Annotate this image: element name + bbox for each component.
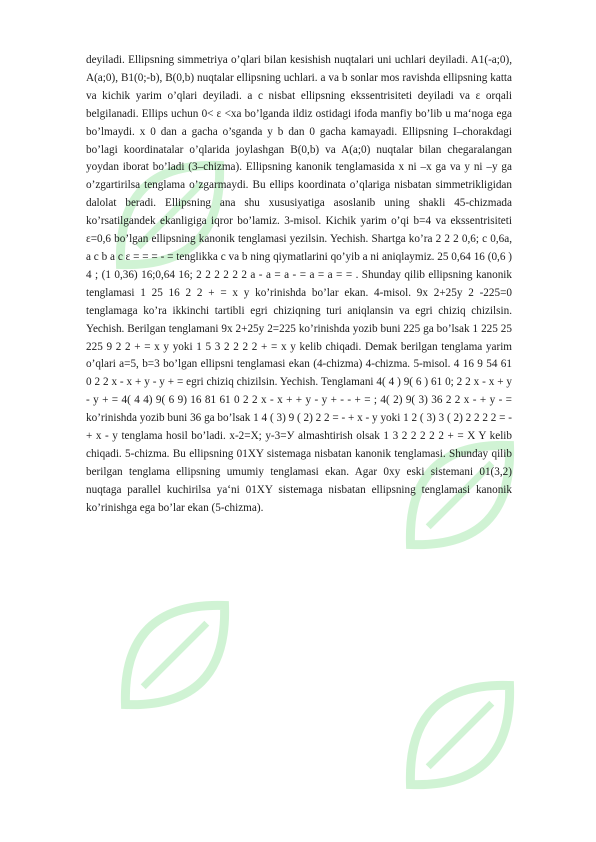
leaf-logo-watermark-icon	[75, 560, 275, 750]
document-body	[86, 52, 512, 518]
leaf-logo-watermark-icon	[360, 640, 560, 830]
body-paragraph: deyiladi. Ellipsning simmetriya o’qlari bilan kesishish nuqtalari uni uchlari deyiladi. A1(-a;0), A(a;0), B1(0;-b), B(0,b) nuqtalar ellipsning uchlari. a va b sonlar mos ravishda ellipsning katta va kichik yarim o’qlari deyiladi. a c nisbat ellipsning ekssentrisiteti deyiladi va ε orqali belgilanadi. Ellips uchun 0< ε <xa bo’lganda ildiz ostidagi ifoda manfiy bo’lib u ma‘noga ega bo’lmaydi. x 0 dan a gacha o’sganda y b dan 0 gacha kamayadi. Ellipsning I–chorakdagi bo’lagi koordinatalar o’qlarida joylashgan B(0,b) va A(a;0) nuqtalar bilan chegaralangan yoydan iborat bo’ladi (3–chizma). Ellipsning kanonik tenglamasida x ni –x ga va y ni –y ga o’zgartirilsa tenglama o’zgarmaydi. Bu ellips koordinata o’qlariga nisbatan simmetrikligidan dalolat beradi. Ellipsning ana shu xususiyatiga asoslanib uning shakli 45-chizmada ko’rsatilgandek ekanligiga iqror bo’lamiz. 3-misol. Kichik yarim o’qi b=4 va ekssentrisiteti ε=0,6 bo’lgan ellipsning kanonik tenglamasi yezilsin. Yechish. Shartga ko’ra 2 2 2 0,6; c 0,6a, a c b a c ε = = = - = tenglikka c va b ning qiymatlarini qo’yib a ni aniqlaymiz. 25 0,64 16 (0,6 ) 4 ; (1 0,36) 16;0,64 16; 2 2 2 2 2 2 a - a = a - = a = a = = . Shunday qilib ellipsning kanonik tenglamasi 1 25 16 2 2 + = x y ko’rinishda bo’lar ekan. 4-misol. 9x 2+25y 2 -225=0 tenglamaga ko’ra ikkinchi tartibli egri chiziqning turi aniqlansin va egri chiziq chizilsin. Yechish. Berilgan tenglamani 9x 2+25y 2=225 ko’rinishda yozib buni 225 ga bo’lsak 1 225 25 225 9 2 2 + = x y yoki 1 5 3 2 2 2 2 + = x y kelib chiqadi. Demak berilgan tenglama yarim o’qlari a=5, b=3 bo’lgan ellipsni tenglamasi ekan (4-chizma) 4-chizma. 5-misol. 4 16 9 54 61 0 2 2 x - x + y - y + = egri chiziq chizilsin. Yechish. Tenglamani 4( 4 ) 9( 6 ) 61 0; 2 2 x - x + y - y + = 4( 4 4) 9( 6 9) 16 81 61 0 2 2 x - x + + y - y + - - + = ; 4( 2) 9( 3) 36 2 2 x - + y - = ko’rinishda yozib buni 36 ga bo’lsak 1 4 ( 3) 9 ( 2) 2 2 = - + x - y yoki 1 2 ( 3) 3 ( 2) 2 2 2 2 = - + x - y tenglama hosil bo’ladi. x-2=X; y-3=У almashtirish olsak 1 3 2 2 2 2 2 + = X Y kelib chiqadi. 5-chizma. Bu ellipsning 01XY sistemaga nisbatan kanonik tenglamasi. Shunday qilib berilgan tenglama ellipsning umumiy tenglamasi ekan. Agar 0xy eski sistemani 01(3,2) nuqtaga parallel kuchirilsa ya‘ni 01XY sistemaga nisbatan ellipsning tenglamasi kanonik ko’rinishga ega bo’lar ekan (5-chizma).	[86, 54, 512, 514]
